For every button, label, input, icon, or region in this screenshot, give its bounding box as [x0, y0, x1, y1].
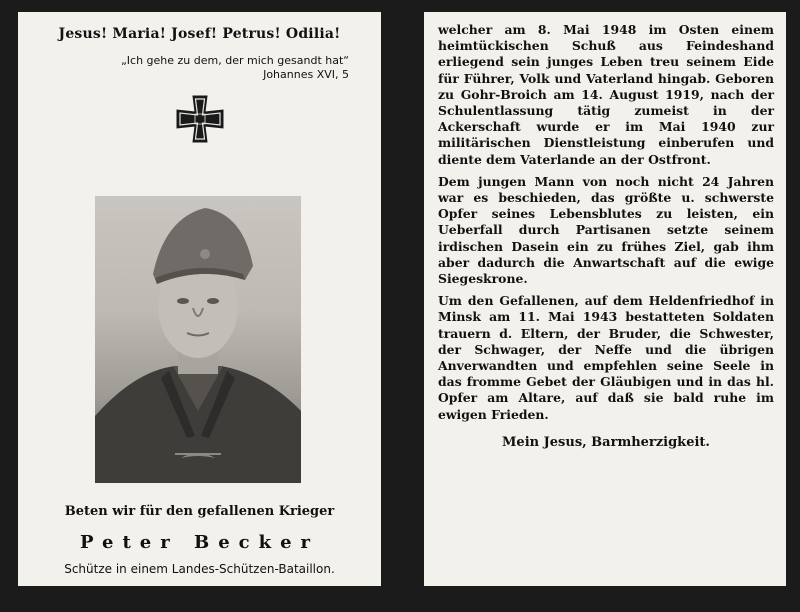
paragraph-3: Um den Gefallenen, auf dem Heldenfriedhof in Minsk am 11. Mai 1943 bestatteten Soldaten trauern d. Eltern, der Bruder, die Schwester, der Schwager, der Neffe und die übrigen Anverwandten und empfehlen seine Seele in das fromme Gebet der Gläubigen und in das hl. Opfer am Altare, auf daß sie bald ruhe im ewigen Frieden.: [438, 293, 774, 422]
memorial-text: [438, 22, 774, 423]
paragraph-1: welcher am 8. Mai 1948 im Osten einem heimtückischen Schuß aus Feindeshand erliegend sein junges Leben treu seinem Eide für Führer, Volk und Vaterland hingab. Geboren zu Gohr-Broich am 14. August 1919, nach der Schulentlassung tätig zumeist in der Ackerschaft wurde er im Mai 1940 zur militärischen Dienstleistung einberufen und diente dem Vaterlande an der Ostfront.: [438, 22, 774, 167]
left-card: [18, 12, 381, 586]
paragraph-2: Dem jungen Mann von noch nicht 24 Jahren war es beschieden, das größte u. schwerste Opfer seines Lebensblutes zu leisten, ein Ueberfall durch Partisanen setzte seinem irdischen Dasein ein zu frühes Ziel, gab ihm aber dadurch die Anwartschaft auf die ewige Siegeskrone.: [438, 173, 774, 287]
deceased-name: Peter Becker: [79, 532, 320, 553]
closing-prayer: Mein Jesus, Barmherzigkeit.: [502, 434, 710, 450]
soldier-portrait: [95, 196, 301, 483]
iron-cross-emblem: [34, 94, 365, 144]
quote-line: „Ich gehe zu dem, der mich gesandt hat“: [121, 54, 349, 67]
military-rank: Schütze in einem Landes-Schützen-Bataillon.: [64, 562, 335, 576]
iron-cross-icon: [175, 94, 225, 144]
quote-source: Johannes XVI, 5: [263, 68, 349, 81]
right-card: [424, 12, 786, 586]
invocation-heading: Jesus! Maria! Josef! Petrus! Odilia!: [58, 26, 341, 42]
prayer-line: Beten wir für den gefallenen Krieger: [64, 504, 335, 519]
scripture-quote: [34, 54, 365, 82]
